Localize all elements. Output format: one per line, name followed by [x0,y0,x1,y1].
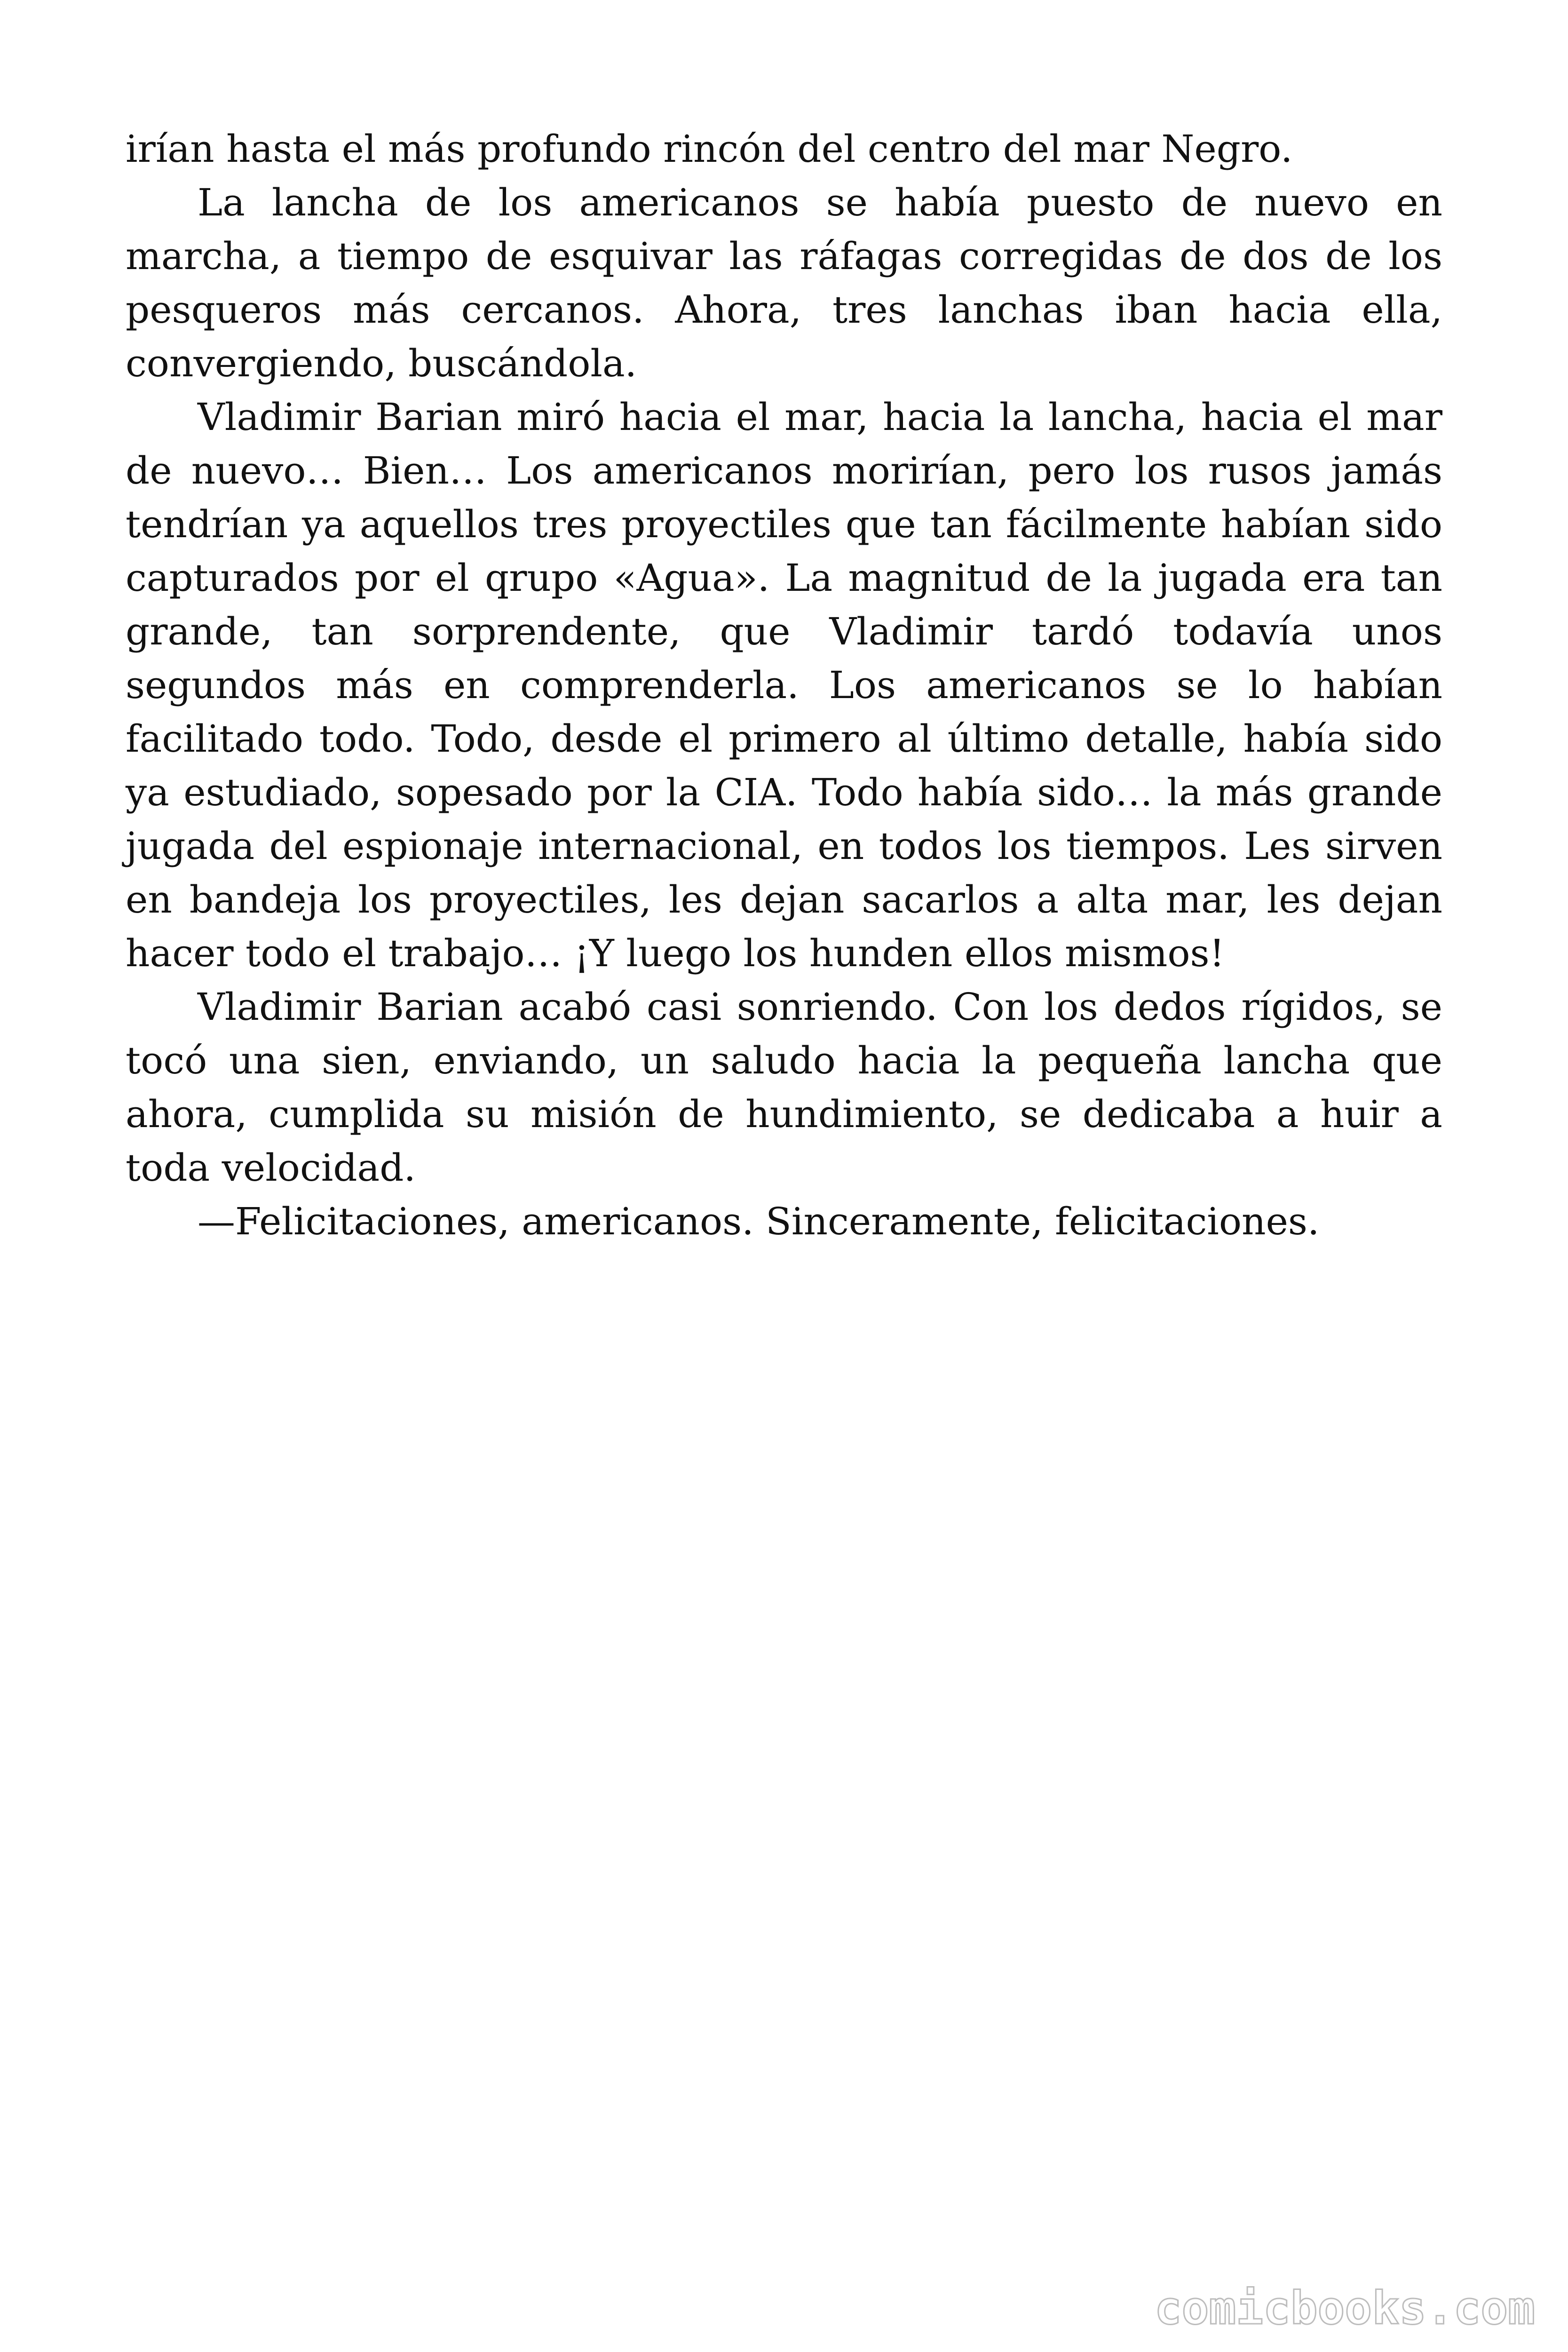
paragraph: irían hasta el más profundo rincón del centro del mar Negro. [126,127,1293,171]
paragraph: Vladimir Barian miró hacia el mar, hacia la lancha, hacia el mar de nuevo… Bien… Los americanos morirían, pero los rusos jamás tendrían ya aquellos tres proyectiles que tan fácilmente habían sido capturados por el qrupo «Agua». La magnitud de la jugada era tan grande, tan sorprendente, que Vladimir tardó todavía unos segundos más en comprenderla. Los americanos se lo habían facilitado todo. Todo, desde el primero al último detalle, había sido ya estudiado, sopesado por la CIA. Todo había sido… la más grande jugada del espionaje internacional, en todos los tiempos. Les sirven en bandeja los proyectiles, les dejan sacarlos a alta mar, les dejan hacer todo el trabajo… ¡Y luego los hunden ellos mismos! [126,395,1442,975]
paragraph: —Felicitaciones, americanos. Sinceramente, felicitaciones. [198,1200,1320,1243]
document-body [126,122,1442,1248]
paragraph: La lancha de los americanos se había puesto de nuevo en marcha, a tiempo de esquivar las ráfagas corregidas de dos de los pesqueros más cercanos. Ahora, tres lanchas iban hacia ella, convergiendo, buscándola. [126,181,1442,385]
svg-text:comicbooks.com: comicbooks.com [1154,2282,1535,2335]
paragraph: Vladimir Barian acabó casi sonriendo. Con los dedos rígidos, se tocó una sien, enviando, un saludo hacia la pequeña lancha que ahora, cumplida su misión de hundimiento, se dedicaba a huir a toda velocidad. [126,985,1442,1190]
watermark-logo [1117,2277,1540,2338]
